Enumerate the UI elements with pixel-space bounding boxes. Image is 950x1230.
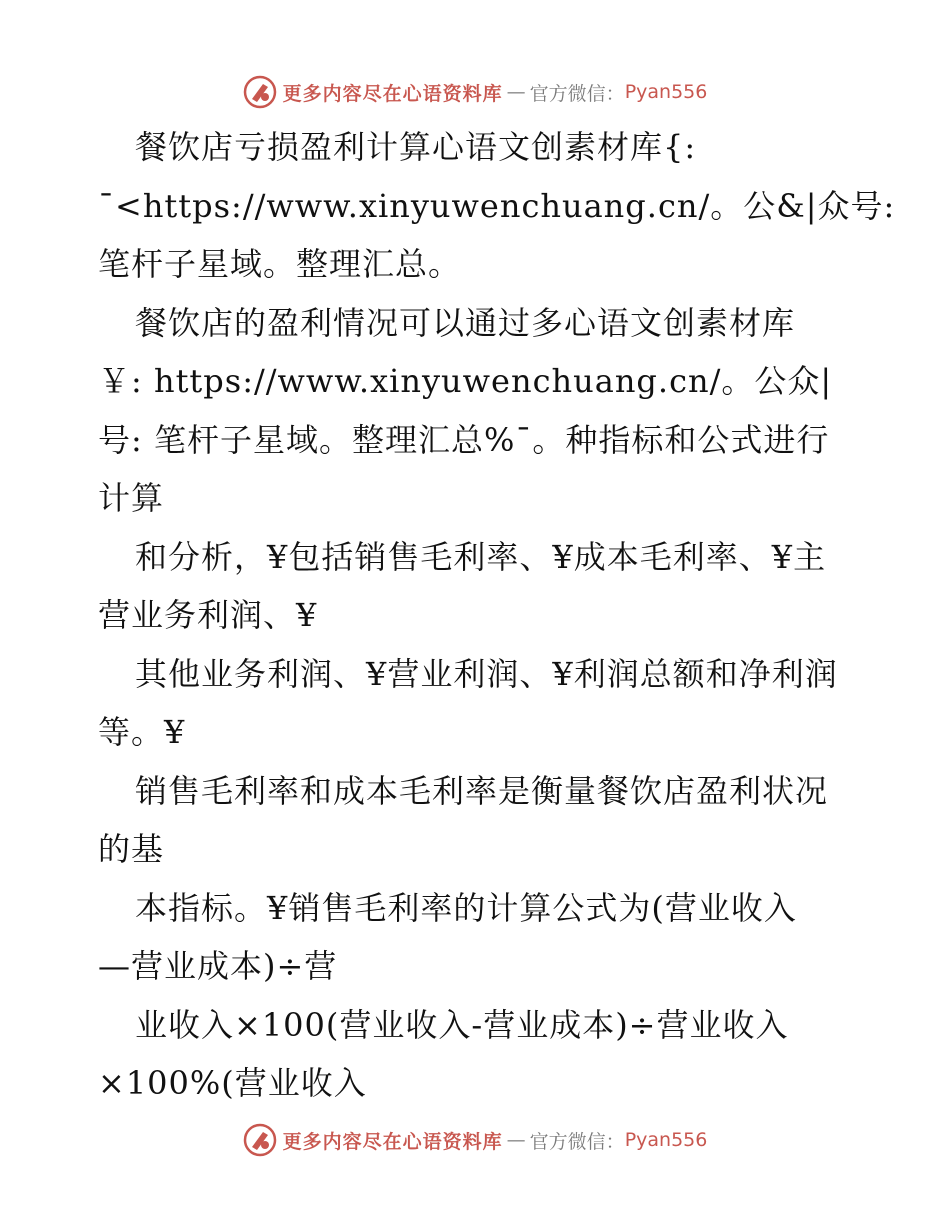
banner-label: 官方微信： bbox=[529, 82, 625, 105]
logo-icon bbox=[243, 1123, 277, 1157]
banner-slogan: 更多内容尽在心语资料库 bbox=[282, 1130, 503, 1153]
text-line: 餐饮店的盈利情况可以通过多心语文创素材库 bbox=[135, 303, 796, 342]
text-line: 计算 bbox=[98, 479, 165, 517]
text-line: —营业成本)÷营 bbox=[98, 947, 338, 985]
banner-wechat: Pyan556 bbox=[624, 1129, 708, 1151]
banner-label: 官方微信： bbox=[529, 1130, 625, 1153]
text-line: ×100%(营业收入 bbox=[98, 1064, 367, 1102]
banner-slogan: 更多内容尽在心语资料库 bbox=[282, 82, 503, 105]
text-line: 销售毛利率和成本毛利率是衡量餐饮店盈利状况 bbox=[135, 771, 829, 810]
header-banner bbox=[0, 72, 950, 112]
banner-dash: — bbox=[506, 1129, 526, 1151]
text-line: 其他业务利润、¥营业利润、¥利润总额和净利润 bbox=[135, 654, 838, 693]
text-line: 餐饮店亏损盈利计算心语文创素材库{: bbox=[135, 128, 697, 166]
document-body bbox=[98, 118, 896, 1113]
text-line: 本指标。¥销售毛利率的计算公式为(营业收入 bbox=[135, 888, 797, 927]
text-line: 笔杆子星域。整理汇总。 bbox=[98, 245, 462, 283]
text-line: 营业务利润、¥ bbox=[98, 596, 318, 634]
logo-icon bbox=[243, 75, 277, 109]
text-line: 的基 bbox=[98, 830, 165, 868]
banner-wechat: Pyan556 bbox=[624, 81, 708, 103]
text-line: ￥: https://www.xinyuwenchuang.cn/。公众| bbox=[98, 362, 833, 400]
text-line: 等。¥ bbox=[98, 713, 186, 751]
text-line: 和分析，¥包括销售毛利率、¥成本毛利率、¥主 bbox=[135, 537, 827, 576]
text-line: ¯<https://www.xinyuwenchuang.cn/。公&|众号: bbox=[98, 186, 896, 225]
footer-banner bbox=[0, 1120, 950, 1160]
text-line: 业收入×100(营业收入-营业成本)÷营业收入 bbox=[135, 1005, 789, 1044]
text-line: 号: 笔杆子星域。整理汇总%¯。种指标和公式进行 bbox=[98, 420, 830, 459]
banner-dash: — bbox=[506, 81, 526, 103]
